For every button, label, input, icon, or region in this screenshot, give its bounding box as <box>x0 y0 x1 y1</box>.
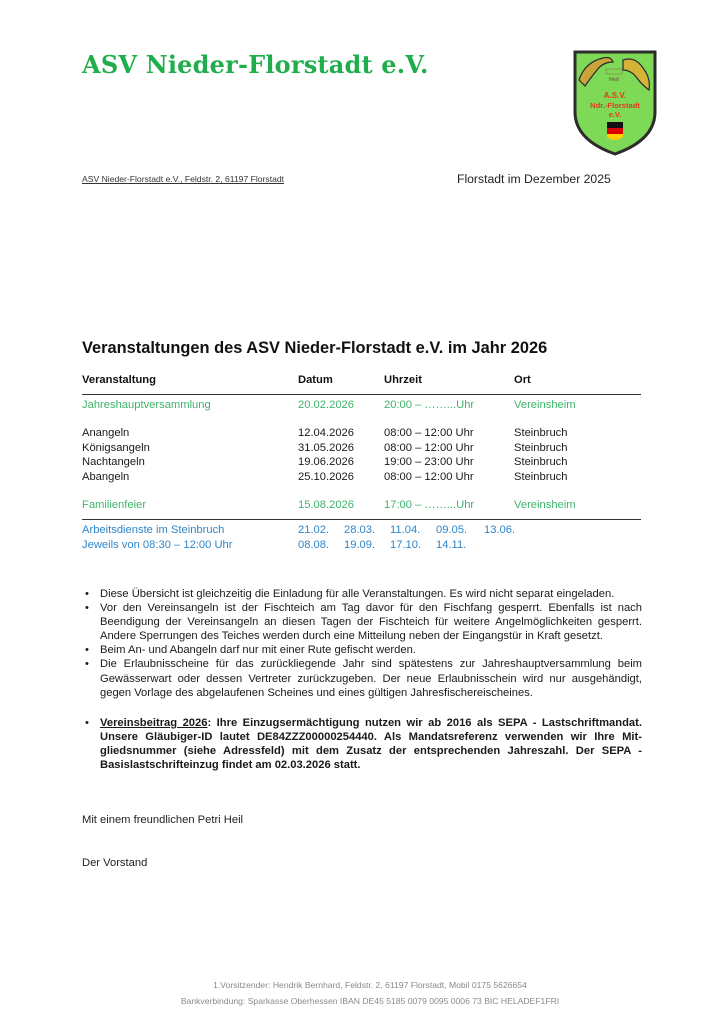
events-table <box>82 374 641 553</box>
sepa-label: Vereinsbeitrag 2026 <box>100 717 208 729</box>
work-duty-row <box>82 524 641 538</box>
event-date: 19.06.2026 <box>298 456 354 469</box>
event-place: Steinbruch <box>514 427 568 440</box>
header-divider <box>82 394 641 395</box>
event-date: 25.10.2026 <box>298 470 354 483</box>
work-duty-date: 09.05. <box>436 524 468 537</box>
work-duty-date: 11.04. <box>390 524 421 537</box>
note-item <box>82 601 642 643</box>
work-duty-label: Arbeitsdienste im Steinbruch <box>82 524 225 537</box>
org-title: ASV Nieder-Florstadt e.V. <box>82 50 429 79</box>
note-text: Beim An- und Abangeln darf nur mit einer Rute gefischt werden. <box>100 644 416 657</box>
event-time: 08:00 – 12:00 Uhr <box>384 470 474 483</box>
event-time: 08:00 – 12:00 Uhr <box>384 441 474 454</box>
work-duty-date: 19.09. <box>344 538 376 551</box>
event-name: Anangeln <box>82 427 130 440</box>
sender-address-line: ASV Nieder-Florstadt e.V., Feldstr. 2, 61197 Florstadt <box>82 174 285 184</box>
footer-bank: Bankverbindung: Sparkasse Oberhessen IBAN DE45 5185 0079 0095 0006 73 BIC HELADEF1FRI <box>180 996 560 1006</box>
table-row <box>82 399 641 413</box>
event-name: Jahreshauptversammlung <box>82 399 211 411</box>
table-row <box>82 442 641 456</box>
note-item <box>82 587 642 601</box>
event-name: Königsangeln <box>82 441 150 454</box>
event-place: Steinbruch <box>514 441 568 454</box>
column-header-time: Uhrzeit <box>384 374 422 386</box>
event-name: Nachtangeln <box>82 456 145 469</box>
note-text: Die Erlaubnisscheine für das zurückliegende Jahr sind spätestens zur Jahreshauptversammlung beim Gewässerwart oder dessen Vertreter zurückzugeben. Der neue Erlaubnisschein wird nur ausgehändigt, gegen Vorlage des abgelaufenen Scheines und eines gültigen Jahresfischereischeines. <box>100 658 642 699</box>
crest-text-line3: e.V. <box>608 110 622 119</box>
table-row <box>82 471 641 485</box>
work-duty-date: 08.08. <box>298 538 330 551</box>
signature: Der Vorstand <box>82 857 148 869</box>
table-row <box>82 499 641 513</box>
event-name: Abangeln <box>82 470 130 483</box>
bullet-icon: • <box>85 658 89 671</box>
note-text: Diese Übersicht ist gleichzeitig die Einladung für alle Veranstaltungen. Es wird nicht separat eingeladen. <box>100 588 615 600</box>
event-place: Steinbruch <box>514 456 568 469</box>
work-duty-date: 17.10. <box>390 538 422 551</box>
event-place: Vereinsheim <box>514 399 576 411</box>
german-flag-icon <box>607 122 623 140</box>
event-time: 19:00 – 23:00 Uhr <box>384 456 474 469</box>
place-date: Florstadt im Dezember 2025 <box>457 172 611 186</box>
footer-divider <box>82 519 641 520</box>
bullet-icon: • <box>85 717 89 729</box>
table-row <box>82 456 641 470</box>
column-header-date: Datum <box>298 374 333 386</box>
table-row <box>82 427 641 441</box>
work-duty-time: Jeweils von 08:30 – 12:00 Uhr <box>82 538 233 551</box>
work-duty-row <box>82 539 641 553</box>
crest-text-line2: Ndr.-Florstadt <box>590 101 640 110</box>
event-date: 31.05.2026 <box>298 441 354 454</box>
club-crest-icon <box>571 48 659 156</box>
closing-greeting: Mit einem freundlichen Petri Heil <box>82 814 244 826</box>
event-place: Vereinsheim <box>514 498 576 511</box>
column-header-place: Ort <box>514 374 531 386</box>
sepa-text: : Ihre Einzugsermächtigung nutzen wir ab 2016 als SEPA - Lastschriftmandat. Unsere Gläubiger-ID lautet DE84ZZZ00000254440. Als Mandatsreferenz verwenden wir Ihre Mitgliedsnummer (siehe Adressfeld) mit dem Zusatz der entsprechenden Jahreszahl. Der SEPA - Basislastschrifteinzug findet am 02.03.2026 statt. <box>100 717 642 772</box>
work-duty-date: 21.02. <box>298 524 330 537</box>
table-header <box>82 374 641 388</box>
note-item <box>82 657 642 699</box>
work-duty-date: 13.06. <box>484 524 516 537</box>
event-time: 17:00 – ……...Uhr <box>384 498 475 511</box>
sepa-notice <box>82 716 642 772</box>
bullet-icon: • <box>85 602 89 615</box>
work-duty-date: 28.03. <box>344 524 376 537</box>
event-date: 15.08.2026 <box>298 498 354 511</box>
bullet-icon: • <box>85 588 89 600</box>
event-time: 08:00 – 12:00 Uhr <box>384 427 474 440</box>
work-duty-date: 14.11. <box>436 538 467 551</box>
event-time: 20:00 – ……...Uhr <box>384 399 475 411</box>
crest-text-line1: A.S.V. <box>603 91 627 100</box>
crest-text-small: Heil <box>608 77 620 83</box>
column-header-event: Veranstaltung <box>82 374 156 386</box>
notes-list <box>82 587 642 700</box>
footer-contact: 1.Vorsitzender: Hendrik Bernhard, Feldstr. 2, 61197 Florstadt, Mobil 0175 5626654 <box>213 980 527 990</box>
bullet-icon: • <box>85 644 89 657</box>
page-title: Veranstaltungen des ASV Nieder-Florstadt e.V. im Jahr 2026 <box>82 339 548 357</box>
event-place: Steinbruch <box>514 470 568 483</box>
note-text: Vor den Vereinsangeln ist der Fischteich am Tag davor für den Fischfang gesperrt. Ebenfalls ist nach Beendigung der Vereinsangeln an diesen Tagen der Fischteich für weitere Angelmöglichkeiten gesperrt. Andere Sperrungen des Teiches werden durch eine Mitteilung neben der Eingangstür in Kraft gesetzt. <box>100 602 642 643</box>
event-date: 12.04.2026 <box>298 427 354 440</box>
note-item <box>82 643 642 657</box>
event-name: Familienfeier <box>82 498 147 511</box>
event-date: 20.02.2026 <box>298 399 354 411</box>
